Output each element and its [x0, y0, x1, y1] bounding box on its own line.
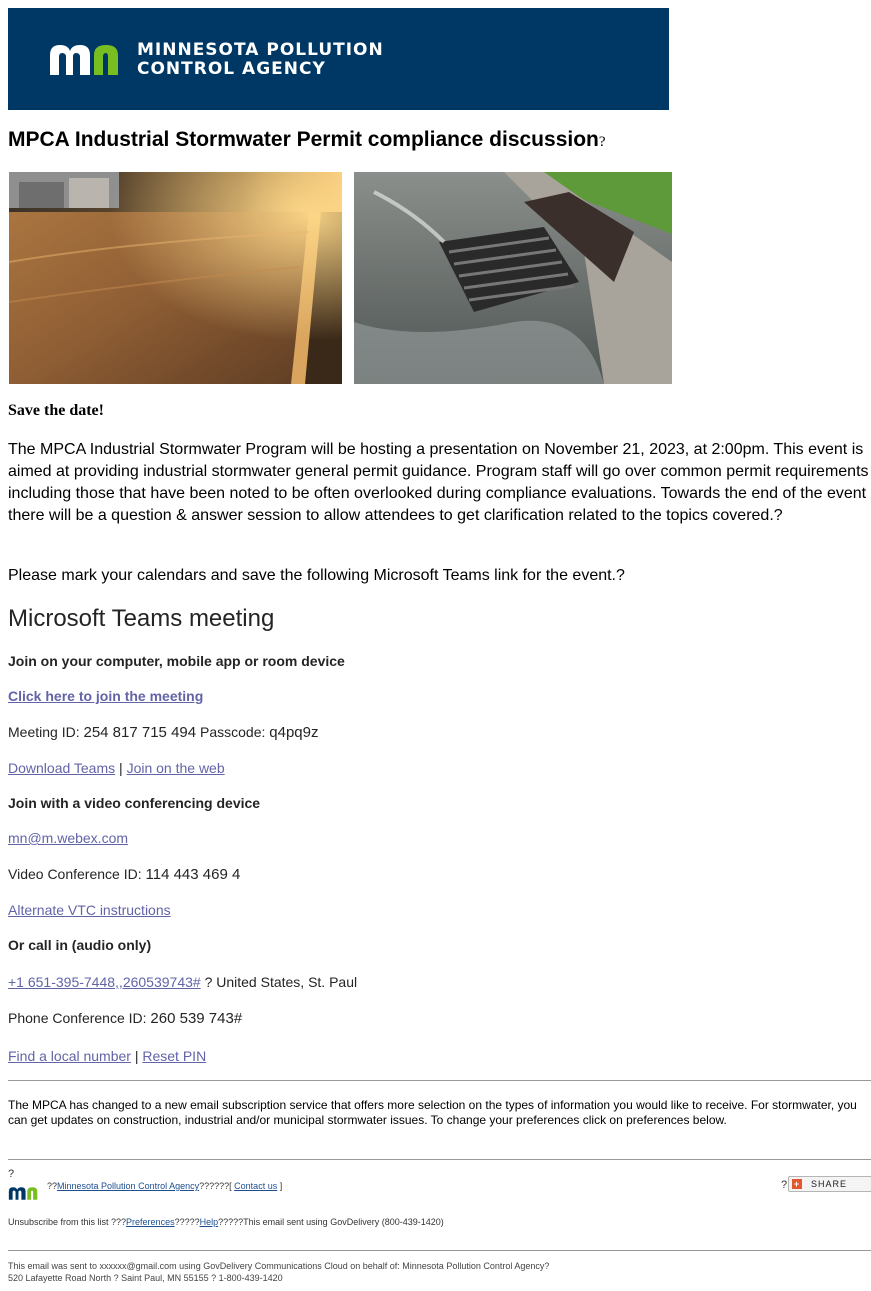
calendar-reminder: Please mark your calendars and save the following Microsoft Teams link for the event.? — [8, 567, 625, 584]
phone-row — [8, 974, 357, 990]
save-the-date: Save the date! — [8, 402, 104, 419]
footer-links-row — [47, 1181, 282, 1191]
mpca-logo-icon — [48, 43, 134, 77]
phone-location: ? United States, St. Paul — [204, 974, 358, 990]
agency-link[interactable]: Minnesota Pollution Control Agency — [57, 1181, 200, 1191]
page-title — [8, 128, 606, 152]
agency-name-line2: CONTROL AGENCY — [137, 59, 326, 79]
stray-question-mark: ? — [8, 1168, 15, 1180]
footer-mid: ??????[ — [199, 1181, 232, 1191]
footer-close: ] — [279, 1181, 283, 1191]
call-in-heading: Or call in (audio only) — [8, 937, 152, 953]
video-conference-id-row — [8, 866, 240, 883]
webex-email-link[interactable]: mn@m.webex.com — [8, 830, 129, 846]
contact-us-link[interactable]: Contact us — [234, 1181, 278, 1191]
phone-id-value: 260 539 743# — [150, 1010, 243, 1027]
footer-prefix: ?? — [47, 1181, 58, 1191]
video-device-heading: Join with a video conferencing device — [8, 795, 261, 811]
agency-name-line1: MINNESOTA POLLUTION — [137, 40, 384, 60]
passcode-label: Passcode: — [200, 724, 266, 740]
mn-small-logo-icon — [8, 1186, 44, 1201]
meeting-id-label: Meeting ID: — [8, 724, 80, 740]
phone-conference-id-row — [8, 1010, 242, 1027]
phone-id-label: Phone Conference ID: — [8, 1010, 147, 1026]
title-suffix: ? — [598, 134, 606, 150]
divider-3 — [8, 1250, 871, 1251]
local-number-row — [8, 1048, 206, 1064]
share-prefix: ? — [781, 1179, 788, 1191]
unsubscribe-text: Unsubscribe from this list ??? — [8, 1217, 127, 1227]
help-link[interactable]: Help — [199, 1217, 219, 1227]
download-teams-link[interactable]: Download Teams — [8, 760, 116, 776]
meeting-id-value: 254 817 715 494 — [83, 724, 197, 741]
footer-line1: This email was sent to xxxxxx@gmail.com using GovDelivery Communications Cloud on behalf of: Minnesota Pollution Control Agency? — [8, 1261, 550, 1271]
join-meeting-link[interactable]: Click here to join the meeting — [8, 688, 204, 704]
unsubscribe-row — [8, 1217, 444, 1227]
subscription-notice: The MPCA has changed to a new email subscription service that offers more selection on the types of information you would like to receive. For stormwater, you can get updates on construction, industrial and/or municipal stormwater issues. To change your preferences click on preferences below. — [8, 1098, 857, 1127]
wet-street-photo — [9, 172, 342, 384]
header-banner — [8, 8, 669, 110]
link-separator: | — [119, 760, 123, 776]
divider-1 — [8, 1080, 871, 1081]
join-device-heading: Join on your computer, mobile app or room device — [8, 653, 345, 669]
share-label: SHARE — [811, 1179, 848, 1189]
unsubscribe-tail: ?????This email sent using GovDelivery (800-439-1420) — [218, 1217, 444, 1227]
storm-drain-photo — [354, 172, 672, 384]
meeting-id-row — [8, 724, 318, 741]
teams-meeting-heading: Microsoft Teams meeting — [8, 605, 275, 632]
preferences-link[interactable]: Preferences — [126, 1217, 175, 1227]
share-button[interactable] — [788, 1176, 871, 1192]
divider-2 — [8, 1159, 871, 1160]
find-local-number-link[interactable]: Find a local number — [8, 1048, 131, 1064]
agency-name — [137, 41, 384, 79]
reset-pin-link[interactable]: Reset PIN — [142, 1048, 207, 1064]
join-web-link[interactable]: Join on the web — [126, 760, 225, 776]
vtc-id-label: Video Conference ID: — [8, 866, 142, 882]
unsubscribe-mid: ????? — [174, 1217, 200, 1227]
share-plus-icon: + — [793, 1179, 801, 1189]
passcode-value: q4pq9z — [269, 724, 319, 741]
title-text: MPCA Industrial Stormwater Permit compliance discussion — [8, 128, 599, 151]
link-separator-2: | — [134, 1048, 139, 1064]
alternate-vtc-link[interactable]: Alternate VTC instructions — [8, 902, 171, 918]
event-description: The MPCA Industrial Stormwater Program will be hosting a presentation on November 21, 2023, at 2:00pm. This event is aimed at providing industrial stormwater general permit guidance. Program staff will go over common permit requirements including those that have been noted to be often overlooked during compliance evaluations. Towards the end of the event there will be a question & answer session to allow attendees to get clarification related to the topics covered.? — [8, 441, 869, 524]
phone-number-link[interactable]: +1 651-395-7448,,260539743# — [8, 974, 201, 990]
footer-text — [8, 1260, 549, 1284]
footer-line2: 520 Lafayette Road North ? Saint Paul, MN 55155 ? 1-800-439-1420 — [8, 1273, 283, 1283]
download-row — [8, 760, 225, 776]
vtc-id-value: 114 443 469 4 — [145, 866, 241, 883]
